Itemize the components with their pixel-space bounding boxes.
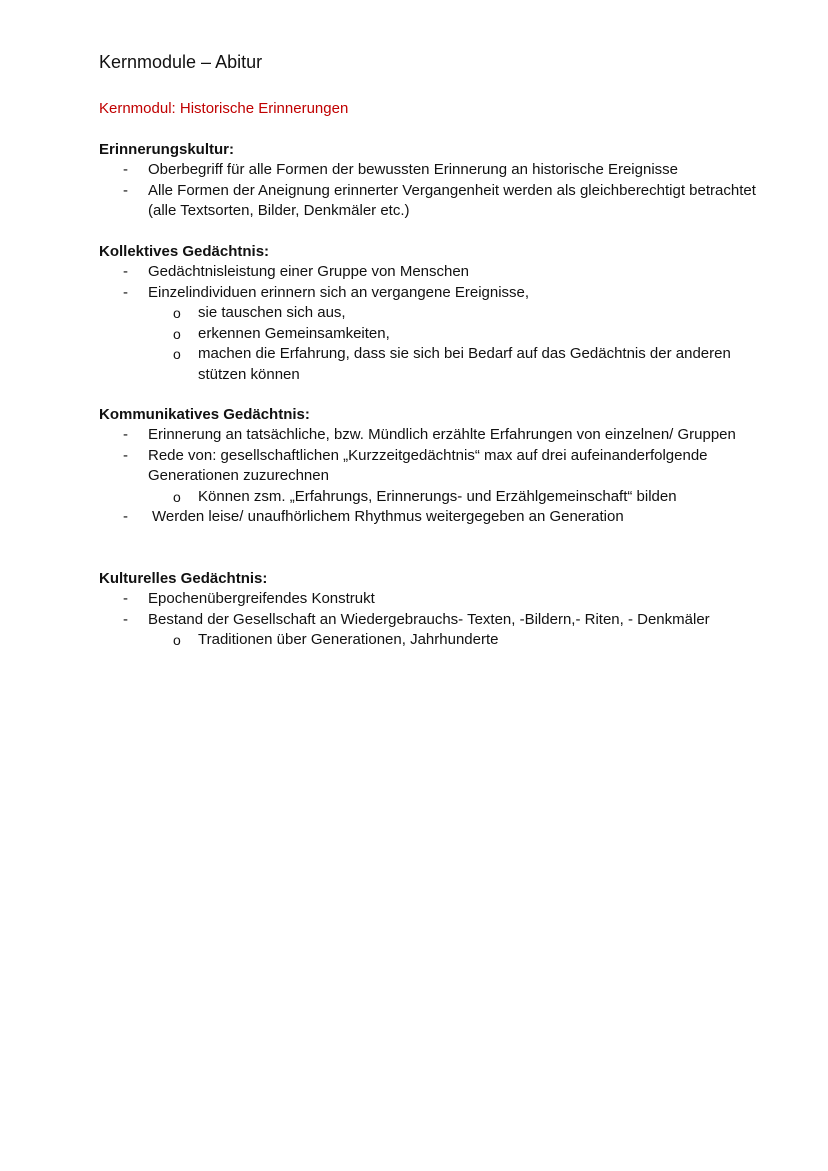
document-title: Kernmodule – Abitur	[99, 52, 263, 72]
section-kollektives-gedaechtnis	[99, 241, 759, 385]
circle-bullet: o	[173, 346, 181, 362]
bullet-list	[99, 160, 759, 222]
list-item	[99, 507, 759, 528]
dash-bullet: -	[123, 446, 128, 464]
sub-list-item	[148, 303, 759, 324]
sub-bullet-list	[148, 303, 759, 385]
sub-list-item-text: machen die Erfahrung, dass sie sich bei Bedarf auf das Gedächtnis der anderen stützen können	[198, 345, 731, 383]
sub-list-item-text: Können zsm. „Erfahrungs, Erinnerungs- und Erzählgemeinschaft“ bilden	[198, 487, 677, 505]
list-item-text: Bestand der Gesellschaft an Wiedergebrauchs- Texten, -Bildern,- Riten, - Denkmäler	[148, 610, 710, 628]
list-item-text: Einzelindividuen erinnern sich an vergangene Ereignisse,	[148, 283, 530, 301]
sub-list-item	[148, 630, 759, 651]
sub-list-item-text: sie tauschen sich aus,	[198, 304, 346, 321]
sub-bullet-list	[148, 487, 759, 508]
sub-list-item-text: Traditionen über Generationen, Jahrhunderte	[198, 631, 499, 648]
list-item	[99, 283, 759, 386]
sub-list-item	[148, 324, 759, 345]
sub-list-item-text: erkennen Gemeinsamkeiten,	[198, 324, 390, 342]
list-item-text: Werden leise/ unaufhörlichem Rhythmus weitergegeben an Generation	[152, 508, 624, 525]
list-item	[99, 262, 759, 283]
circle-bullet: o	[173, 632, 181, 648]
circle-bullet: o	[173, 488, 181, 505]
list-item-text: Gedächtnisleistung einer Gruppe von Menschen	[148, 263, 470, 280]
module-title: Kernmodul: Historische Erinnerungen	[99, 100, 349, 117]
list-item-text: Rede von: gesellschaftlichen „Kurzzeitgedächtnis“ max auf drei aufeinanderfolgende Generationen zuzurechnen	[148, 446, 708, 484]
circle-bullet: o	[173, 305, 181, 321]
dash-bullet: -	[123, 590, 128, 607]
dash-bullet: -	[123, 610, 128, 628]
dash-bullet: -	[123, 161, 128, 178]
bullet-list	[99, 589, 759, 651]
dash-bullet: -	[123, 508, 128, 525]
section-kommunikatives-gedaechtnis	[99, 404, 759, 528]
sub-list-item	[148, 487, 759, 508]
list-item	[99, 589, 759, 610]
section-heading: Kommunikatives Gedächtnis:	[99, 406, 310, 423]
list-item-text: Epochenübergreifendes Konstrukt	[148, 590, 375, 607]
section-heading: Kulturelles Gedächtnis:	[99, 570, 268, 587]
list-item	[99, 446, 759, 508]
list-item	[99, 610, 759, 651]
list-item-text: Oberbegriff für alle Formen der bewussten Erinnerung an historische Ereignisse	[148, 161, 678, 178]
dash-bullet: -	[123, 426, 128, 443]
circle-bullet: o	[173, 325, 181, 342]
section-erinnerungskultur	[99, 139, 759, 222]
list-item	[99, 160, 759, 181]
bullet-list	[99, 262, 759, 385]
section-heading: Kollektives Gedächtnis:	[99, 243, 270, 260]
section-heading: Erinnerungskultur:	[99, 141, 235, 158]
list-item-text: Alle Formen der Aneignung erinnerter Vergangenheit werden als gleichberechtigt betrachtet (alle Textsorten, Bilder, Denkmäler etc.)	[148, 181, 756, 219]
sub-bullet-list	[148, 630, 759, 651]
list-item	[99, 181, 759, 222]
list-item-text: Erinnerung an tatsächliche, bzw. Mündlich erzählte Erfahrungen von einzelnen/ Gruppen	[148, 426, 736, 443]
section-kulturelles-gedaechtnis	[99, 568, 759, 651]
list-item	[99, 425, 759, 446]
bullet-list	[99, 425, 759, 528]
dash-bullet: -	[123, 181, 128, 199]
dash-bullet: -	[123, 263, 128, 280]
sub-list-item	[148, 344, 759, 385]
dash-bullet: -	[123, 283, 128, 301]
